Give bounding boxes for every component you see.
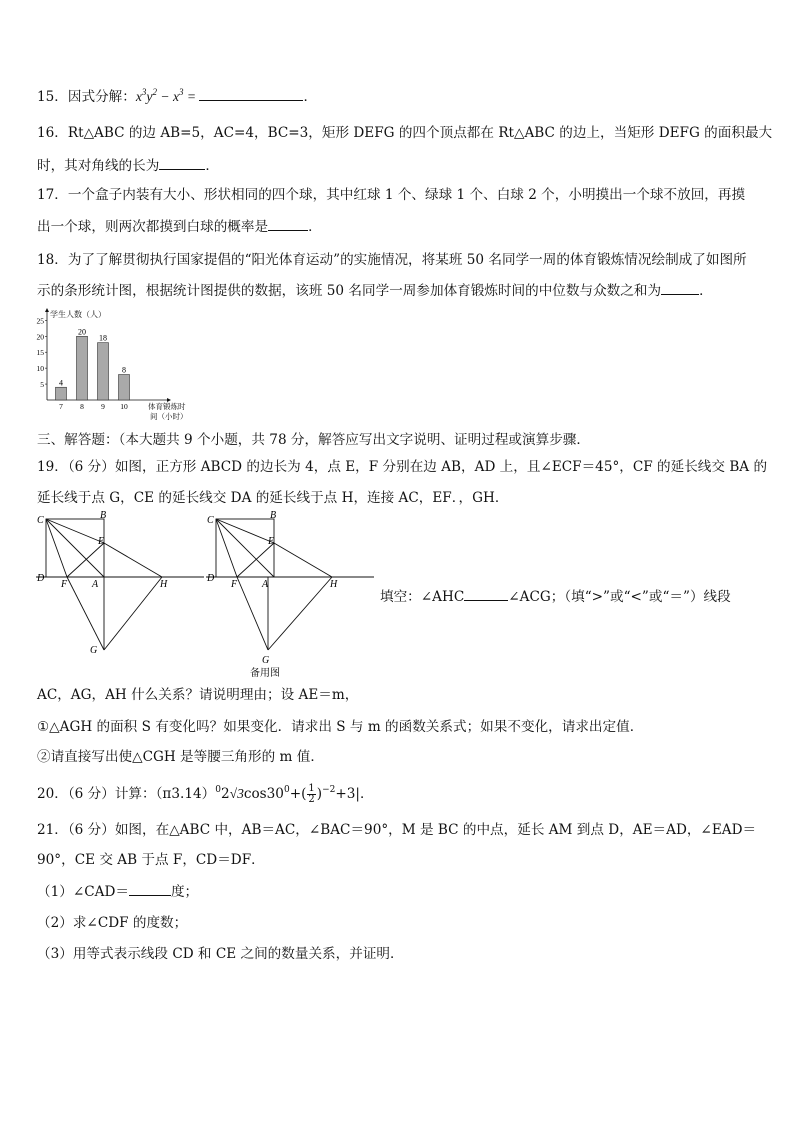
y-tick-label: 10	[36, 364, 44, 374]
q21-line2: 90°，CE 交 AB 于点 F，CD＝DF．	[37, 852, 265, 868]
q19-figure-main	[36, 510, 216, 660]
q20-cos: $\cos 30^0+$(	[243, 785, 307, 802]
label-e: E	[98, 536, 105, 547]
segment-cf-backup	[216, 519, 237, 577]
x-axis-label-line1: 体育锻炼时	[148, 402, 186, 411]
label-h-backup: H	[330, 579, 338, 590]
q19-line3: AC，AG，AH 什么关系？请说明理由；设 AE＝m，	[37, 687, 359, 703]
q21-s3: （3）用等式表示线段 CD 和 CE 之间的数量关系，并证明．	[37, 946, 404, 962]
segment-gh-backup	[268, 577, 332, 650]
bar-value-label: 8	[122, 365, 126, 375]
q21-s1	[37, 883, 198, 901]
y-axis-arrow	[45, 308, 49, 312]
segment-ac	[46, 519, 104, 577]
q20-power: )$^{-2}$	[316, 785, 336, 802]
label-d: D	[37, 573, 45, 584]
q19-line4: ①△AGH 的面积 S 有变化吗？如果变化．请求出 S 与 m 的函数关系式；如果不变化，请求出定值．	[37, 719, 644, 735]
y-tick-label: 15	[36, 348, 44, 358]
segment-fg	[67, 577, 104, 650]
q17-answer-blank[interactable]	[268, 218, 308, 231]
backup-figure-caption: 备用图	[250, 668, 280, 679]
q17-line1: 17．一个盒子内装有大小、形状相同的四个球，其中红球 1 个、绿球 1 个、白球 2 个，小明摸出一个球不放回，再摸	[37, 187, 746, 203]
q19-line5: ②请直接写出使△CGH 是等腰三角形的 m 值．	[37, 749, 324, 765]
label-b-backup: B	[270, 510, 277, 521]
bar	[77, 336, 88, 400]
q16-line2	[37, 157, 219, 175]
q17-line2	[37, 218, 322, 236]
y-tick-label: 5	[40, 380, 44, 390]
q17-suffix: ．	[308, 219, 322, 235]
y-tick-label: 20	[36, 332, 44, 342]
q21-s2: （2）求∠CDF 的度数；	[37, 915, 188, 931]
q19-fill-a: 填空：∠AHC	[380, 589, 465, 605]
q21-line1: 21．（6 分）如图，在△ABC 中，AB＝AC，∠BAC＝90°，M 是 BC 的中点，延长 AM 到点 D，AE＝AD，∠EAD＝	[37, 822, 757, 838]
q18-line1: 18．为了了解贯彻执行国家提倡的“阳光体育运动”的实施情况，将某班 50 名同学一周的体育锻炼情况绘制成了如图所	[37, 252, 747, 268]
segment-cf	[46, 519, 67, 577]
q16-line2-text: 时，其对角线的长为	[37, 158, 160, 174]
q20-prefix: 20．（6 分）计算：（π3.14）	[37, 786, 216, 802]
label-h: H	[160, 579, 168, 590]
label-f: F	[61, 579, 68, 590]
bar-value-label: 18	[99, 333, 107, 343]
bars-group	[56, 327, 130, 411]
q20-fraction: $\frac{1}{2}$	[308, 783, 315, 805]
q19-answer-blank[interactable]	[464, 588, 508, 601]
q19-line2: 延长线于点 G，CE 的延长线交 DA 的延长线于点 H，连接 AC，EF．，GH．	[37, 490, 509, 506]
segment-eh	[104, 543, 162, 577]
segment-eh-backup	[274, 543, 332, 577]
label-a-backup: A	[262, 579, 269, 590]
x-tick-label: 9	[101, 402, 105, 411]
label-c-backup: C	[207, 515, 214, 526]
x-tick-label: 8	[80, 402, 84, 411]
x-axis-label-line2: 间（小时）	[150, 412, 188, 421]
q16-line1: 16．Rt△ABC 的边 AB=5，AC=4，BC=3，矩形 DEFG 的四个顶点都在 Rt△ABC 的边上，当矩形 DEFG 的面积最大	[37, 125, 773, 141]
q20-two: 2	[220, 786, 230, 802]
x-tick-label: 10	[120, 402, 128, 411]
x-tick-label: 7	[59, 402, 63, 411]
q20	[37, 784, 374, 805]
label-g: G	[90, 645, 98, 656]
label-b: B	[100, 510, 107, 521]
label-d-backup: D	[207, 573, 215, 584]
q20-exponent-zero: 0	[215, 785, 221, 795]
q18-line2	[37, 282, 713, 300]
label-e-backup: E	[268, 536, 275, 547]
q17-line2-text: 出一个球，则两次都摸到白球的概率是	[37, 219, 269, 235]
bar-value-label: 20	[78, 327, 86, 337]
q18-answer-blank[interactable]	[661, 282, 699, 295]
segment-ce-backup	[216, 519, 274, 543]
q18-suffix: ．	[699, 283, 713, 299]
q20-radical: √3	[229, 786, 244, 801]
q15-suffix: ．	[303, 89, 318, 105]
label-c: C	[37, 515, 44, 526]
q19-fill-line	[380, 588, 731, 606]
bar	[56, 387, 67, 400]
y-axis-label: 学生人数（人）	[50, 310, 106, 319]
q15	[37, 88, 317, 106]
q19-figure-backup	[206, 510, 386, 682]
q19-fill-b: ∠ACG；（填“>”或“<”或“＝”）线段	[508, 589, 731, 605]
q15-answer-blank[interactable]	[199, 88, 303, 101]
q15-prefix: 15．因式分解：	[37, 89, 136, 105]
q16-answer-blank[interactable]	[159, 157, 205, 170]
q20-end: +3|．	[335, 786, 374, 802]
label-g-backup: G	[262, 655, 270, 666]
section3-heading: 三、解答题：（本大题共 9 个小题，共 78 分，解答应写出文字说明、证明过程或演算步骤．	[37, 432, 590, 448]
bar	[98, 343, 109, 400]
q15-expression: $x^3y^2 - x^3$ =	[135, 87, 200, 104]
segment-ac-backup	[216, 519, 274, 577]
y-tick-label: 25	[36, 316, 44, 326]
q16-suffix: ．	[205, 158, 219, 174]
q19-line1: 19．（6 分）如图，正方形 ABCD 的边长为 4，点 E，F 分别在边 AB，AD 上，且∠ECF＝45°，CF 的延长线交 BA 的	[37, 459, 768, 475]
q21-answer-blank[interactable]	[129, 883, 171, 896]
bar-chart	[30, 308, 190, 426]
segment-ce	[46, 519, 104, 543]
label-a: A	[92, 579, 99, 590]
q21-s1-suffix: 度；	[170, 884, 199, 900]
label-f-backup: F	[231, 579, 238, 590]
q18-line2-text: 示的条形统计图，根据统计图提供的数据，该班 50 名同学一周参加体育锻炼时间的中位数与众数之和为	[37, 283, 662, 299]
bar	[119, 375, 130, 400]
q21-s1-text: （1）∠CAD＝	[37, 884, 129, 900]
bar-value-label: 4	[59, 378, 63, 388]
segment-gh	[104, 577, 162, 650]
